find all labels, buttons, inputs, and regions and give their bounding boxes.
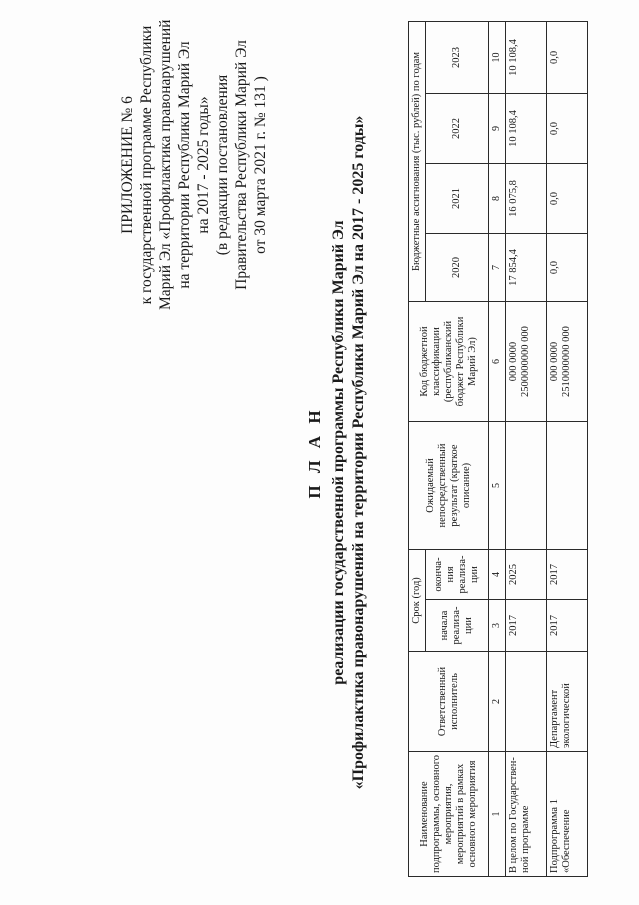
header-code: Код бюджетной классификации (республиканский бюджет Республики Марий Эл) <box>409 302 489 422</box>
row-value-2021: 16 075,8 <box>506 164 547 234</box>
row-start: 2017 <box>506 600 547 652</box>
col-number: 7 <box>489 234 506 302</box>
row-code <box>547 302 588 422</box>
header-year-2020: 2020 <box>426 234 489 302</box>
row-code <box>506 302 547 422</box>
header-result: Ожидаемый непосредственный результат (краткое описание) <box>409 422 489 550</box>
col-number: 10 <box>489 21 506 93</box>
col-number: 4 <box>489 550 506 600</box>
appendix-line: ПРИЛОЖЕНИЕ № 6 <box>119 96 136 234</box>
table-row <box>506 21 547 876</box>
row-name: В целом по Государствен-ной программе <box>506 752 547 877</box>
appendix-line: Правительства Республики Марий Эл <box>233 40 250 290</box>
appendix-line: (в редакции постановления <box>214 74 231 256</box>
row-result <box>547 422 588 550</box>
row-value-2020: 0,0 <box>547 234 588 302</box>
header-name: Наименование подпрограммы, основного мероприятия, мероприятий в рамках основного мероприятия <box>409 752 489 877</box>
appendix-block <box>118 20 270 310</box>
row-start: 2017 <box>547 600 588 652</box>
row-value-2020: 17 854,4 <box>506 234 547 302</box>
col-number: 5 <box>489 422 506 550</box>
row-end: 2025 <box>506 550 547 600</box>
header-row-1 <box>409 21 426 876</box>
plan-table <box>408 21 588 877</box>
table-row <box>547 21 588 876</box>
header-year-2023: 2023 <box>426 21 489 93</box>
appendix-line: Марий Эл «Профилактика правонарушений <box>157 19 174 310</box>
row-executor: Департамент экологической <box>547 652 588 752</box>
header-term: Срок (год) <box>409 550 426 652</box>
header-year-2022: 2022 <box>426 94 489 164</box>
col-number: 2 <box>489 652 506 752</box>
col-number: 6 <box>489 302 506 422</box>
row-value-2023: 10 108,4 <box>506 21 547 93</box>
col-number: 8 <box>489 164 506 234</box>
header-executor: Ответственный исполнитель <box>409 652 489 752</box>
plan-subtitle-2: «Профилактика правонарушений на территории Республики Марий Эл на 2017 - 2025 годы» <box>350 115 367 790</box>
header-budget: Бюджетные ассигнования (тыс. рублей) по годам <box>409 21 426 301</box>
col-number: 9 <box>489 94 506 164</box>
column-number-row <box>489 21 506 876</box>
row-result <box>506 422 547 550</box>
header-start: начала реализа-ции <box>426 600 489 652</box>
row-end: 2017 <box>547 550 588 600</box>
appendix-line: к государственной программе Республики <box>138 25 155 305</box>
header-end: оконча-ния реализа-ции <box>426 550 489 600</box>
plan-heading: П Л А Н <box>305 406 324 499</box>
col-number: 3 <box>489 600 506 652</box>
row-value-2023: 0,0 <box>547 21 588 93</box>
row-name: Подпрограмма 1 «Обеспечение <box>547 752 588 877</box>
appendix-line: от 30 марта 2021 г. № 131 ) <box>252 76 269 254</box>
appendix-line: на 2017 - 2025 годы» <box>195 96 212 234</box>
row-code-part: 000 0000 <box>508 341 519 382</box>
row-value-2022: 0,0 <box>547 94 588 164</box>
row-executor <box>506 652 547 752</box>
row-code-part: 2500000000 000 <box>520 326 531 397</box>
header-year-2021: 2021 <box>426 164 489 234</box>
row-value-2021: 0,0 <box>547 164 588 234</box>
row-value-2022: 10 108,4 <box>506 94 547 164</box>
col-number: 1 <box>489 752 506 877</box>
row-code-part: 2510000000 000 <box>561 326 572 397</box>
plan-subtitle-1: реализации государственной программы Республики Марий Эл <box>330 220 347 685</box>
appendix-line: на территории Республики Марий Эл <box>176 41 193 289</box>
row-code-part: 000 0000 <box>549 341 560 382</box>
